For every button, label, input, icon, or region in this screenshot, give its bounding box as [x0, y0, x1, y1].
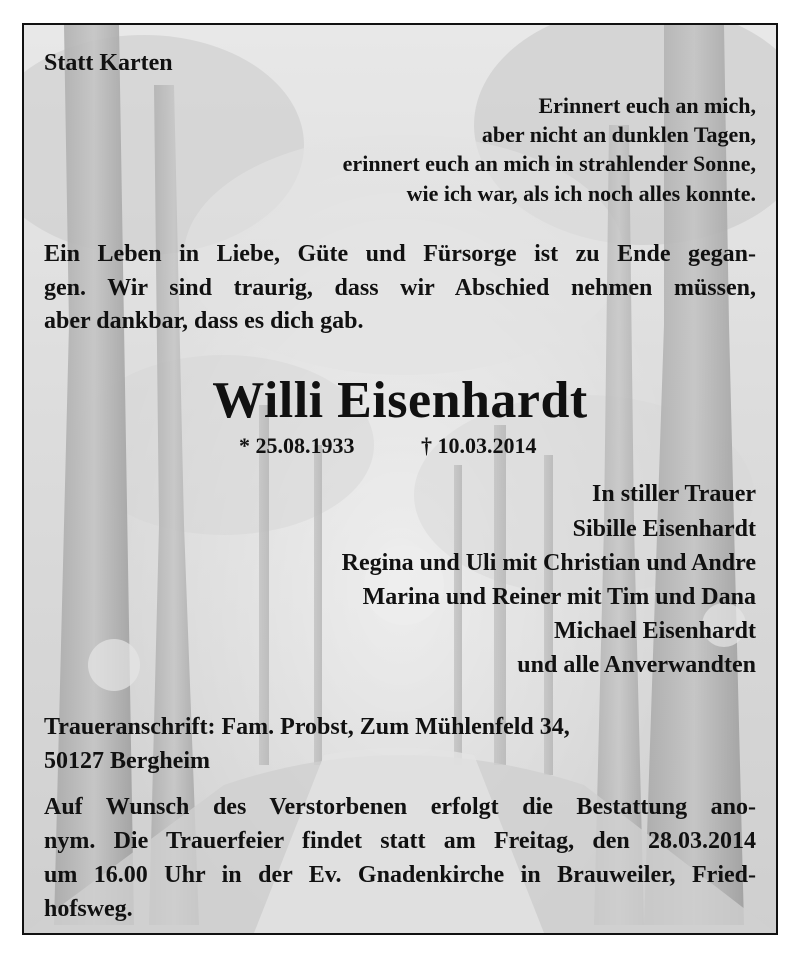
- funeral-line: Auf Wunsch des Verstorbenen erfolgt die Bestattung ano-: [44, 794, 756, 820]
- death-date: † 10.03.2014: [421, 433, 537, 458]
- address-line: 50127 Bergheim: [44, 748, 210, 774]
- statt-karten-label: Statt Karten: [44, 50, 173, 76]
- intro-line: aber dankbar, dass es dich gab.: [44, 308, 364, 334]
- mourner-line: In stiller Trauer: [592, 481, 756, 507]
- notice-frame: [22, 23, 778, 935]
- funeral-line: um 16.00 Uhr in der Ev. Gnadenkirche in Brauweiler, Fried-: [44, 862, 756, 888]
- mourner-line: und alle Anverwandten: [517, 652, 756, 678]
- poem-line: Erinnert euch an mich,: [538, 93, 756, 118]
- poem-line: wie ich war, als ich noch alles konnte.: [406, 181, 756, 206]
- poem-line: erinnert euch an mich in strahlender Sonne,: [342, 151, 756, 176]
- address-line: Traueranschrift: Fam. Probst, Zum Mühlenfeld 34,: [44, 714, 570, 740]
- intro-line: Ein Leben in Liebe, Güte und Fürsorge ist zu Ende gegan-: [44, 241, 756, 267]
- deceased-name: Willi Eisenhardt: [212, 372, 588, 429]
- funeral-line: nym. Die Trauerfeier findet statt am Freitag, den 28.03.2014: [44, 828, 756, 854]
- mourner-line: Regina und Uli mit Christian und Andre: [341, 550, 756, 576]
- mourner-line: Sibille Eisenhardt: [572, 516, 756, 542]
- birth-date: * 25.08.1933: [239, 433, 355, 458]
- mourner-line: Marina und Reiner mit Tim und Dana: [362, 584, 756, 610]
- mourner-line: Michael Eisenhardt: [554, 618, 756, 644]
- intro-line: gen. Wir sind traurig, dass wir Abschied nehmen müssen,: [44, 275, 756, 301]
- poem-line: aber nicht an dunklen Tagen,: [481, 122, 756, 147]
- funeral-line: hofsweg.: [44, 896, 133, 922]
